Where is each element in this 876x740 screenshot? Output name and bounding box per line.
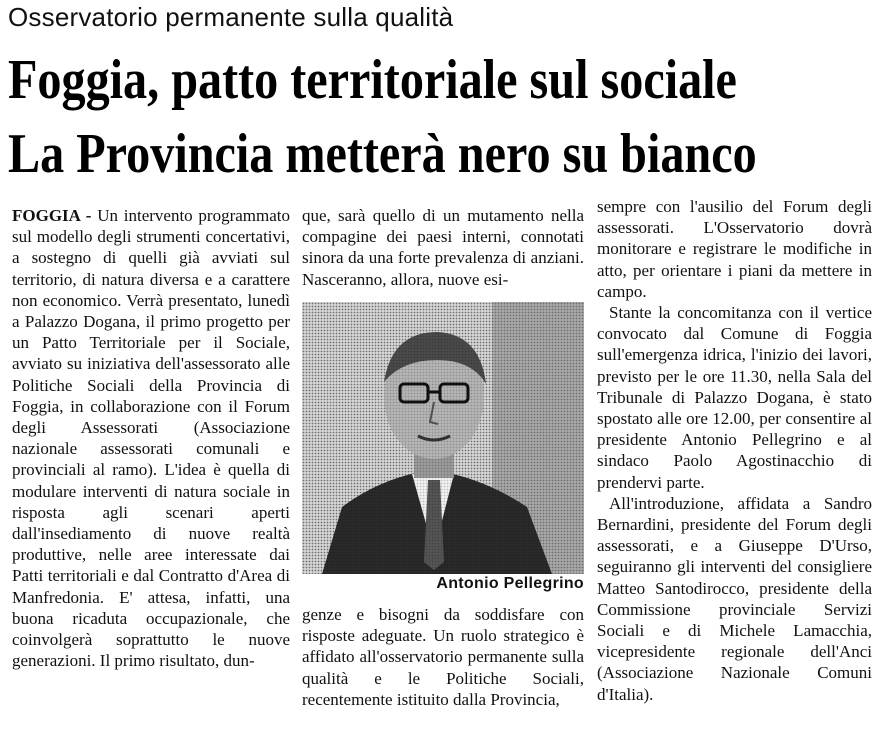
article-paragraph: Stante la concomitanza con il vertice convocato dal Comune di Foggia sull'emergenza idrica, l'inizio dei lavori, previsto per le ore 11.30, nella Sala del Tribunale di Palazzo Dogana, è stato spostato alle ore 12.00, per consentire al presidente Antonio Pellegrino e al sindaco Paolo Agostinacchio di prendervi parte. <box>597 303 872 492</box>
article-text: genze e bisogni da soddisfare con risposte adeguate. Un ruolo strategico è affidato all'osservatorio permanente sulla qualità e le Politiche Sociali, recentemente istituito dalla Provincia, <box>302 605 584 709</box>
portrait-photo <box>302 302 584 574</box>
headline-line-1: Foggia, patto territoriale sul sociale <box>8 49 737 111</box>
photo-caption: Antonio Pellegrino <box>436 575 584 592</box>
portrait-image <box>302 302 584 574</box>
kicker: Osservatorio permanente sulla qualità <box>8 2 454 32</box>
article-text: Un intervento programmato sul modello degli strumenti concertativi, a sostegno di quelli già avviati sul territorio, di natura diversa e a carattere non economico. Verrà presentato, lunedì a Palazzo Dogana, il primo progetto per un Patto Territoriale per il Sociale, avviato su iniziativa dell'assessorato alle Politiche Sociali della Provincia di Foggia, in collaborazione con il Forum degli Assessorati (Associazione nazionale assessorati comunali e provinciali al ramo). L'idea è quella di modulare interventi di natura sociale in risposta agli scenari aperti dall'insediamento di nuove realtà produttive, nelle aree interessate dai Patti territoriali e dal Contratto d'Area di Manfredonia. E' attesa, infatti, una buona ricaduta occupazionale, che coinvolgerà soprattutto le nuove generazioni. Il primo risultato, dun- <box>12 206 291 671</box>
article-paragraph: All'introduzione, affidata a Sandro Bernardini, presidente del Forum degli assessorati, e a Giuseppe D'Urso, seguiranno gli interventi del consigliere Matteo Santodirocco, presidente della Commissione provinciale Servizi Sociali e di Michele Lamacchia, vicepresidente regionale dell'Anci (Associazione Nazionale Comuni d'Italia). <box>597 493 872 704</box>
dateline: FOGGIA - <box>12 206 92 225</box>
article-column-2-bottom <box>302 604 584 710</box>
article-column-2-top <box>302 205 584 290</box>
article-paragraph <box>12 205 290 671</box>
article-paragraph: sempre con l'ausilio del Forum degli assessorati. L'Osservatorio dovrà monitorare e registrare le modifiche in atto, per orientare i piani da mettere in campo. <box>597 197 872 301</box>
article-column-1 <box>12 205 290 671</box>
headline-line-2: La Provincia metterà nero su bianco <box>8 123 757 185</box>
article-text: que, sarà quello di un mutamento nella compagine dei paesi interni, connotati sinora da una forte prevalenza di anziani. Nasceranno, allora, nuove esi- <box>302 206 584 289</box>
article-column-3 <box>597 196 872 705</box>
